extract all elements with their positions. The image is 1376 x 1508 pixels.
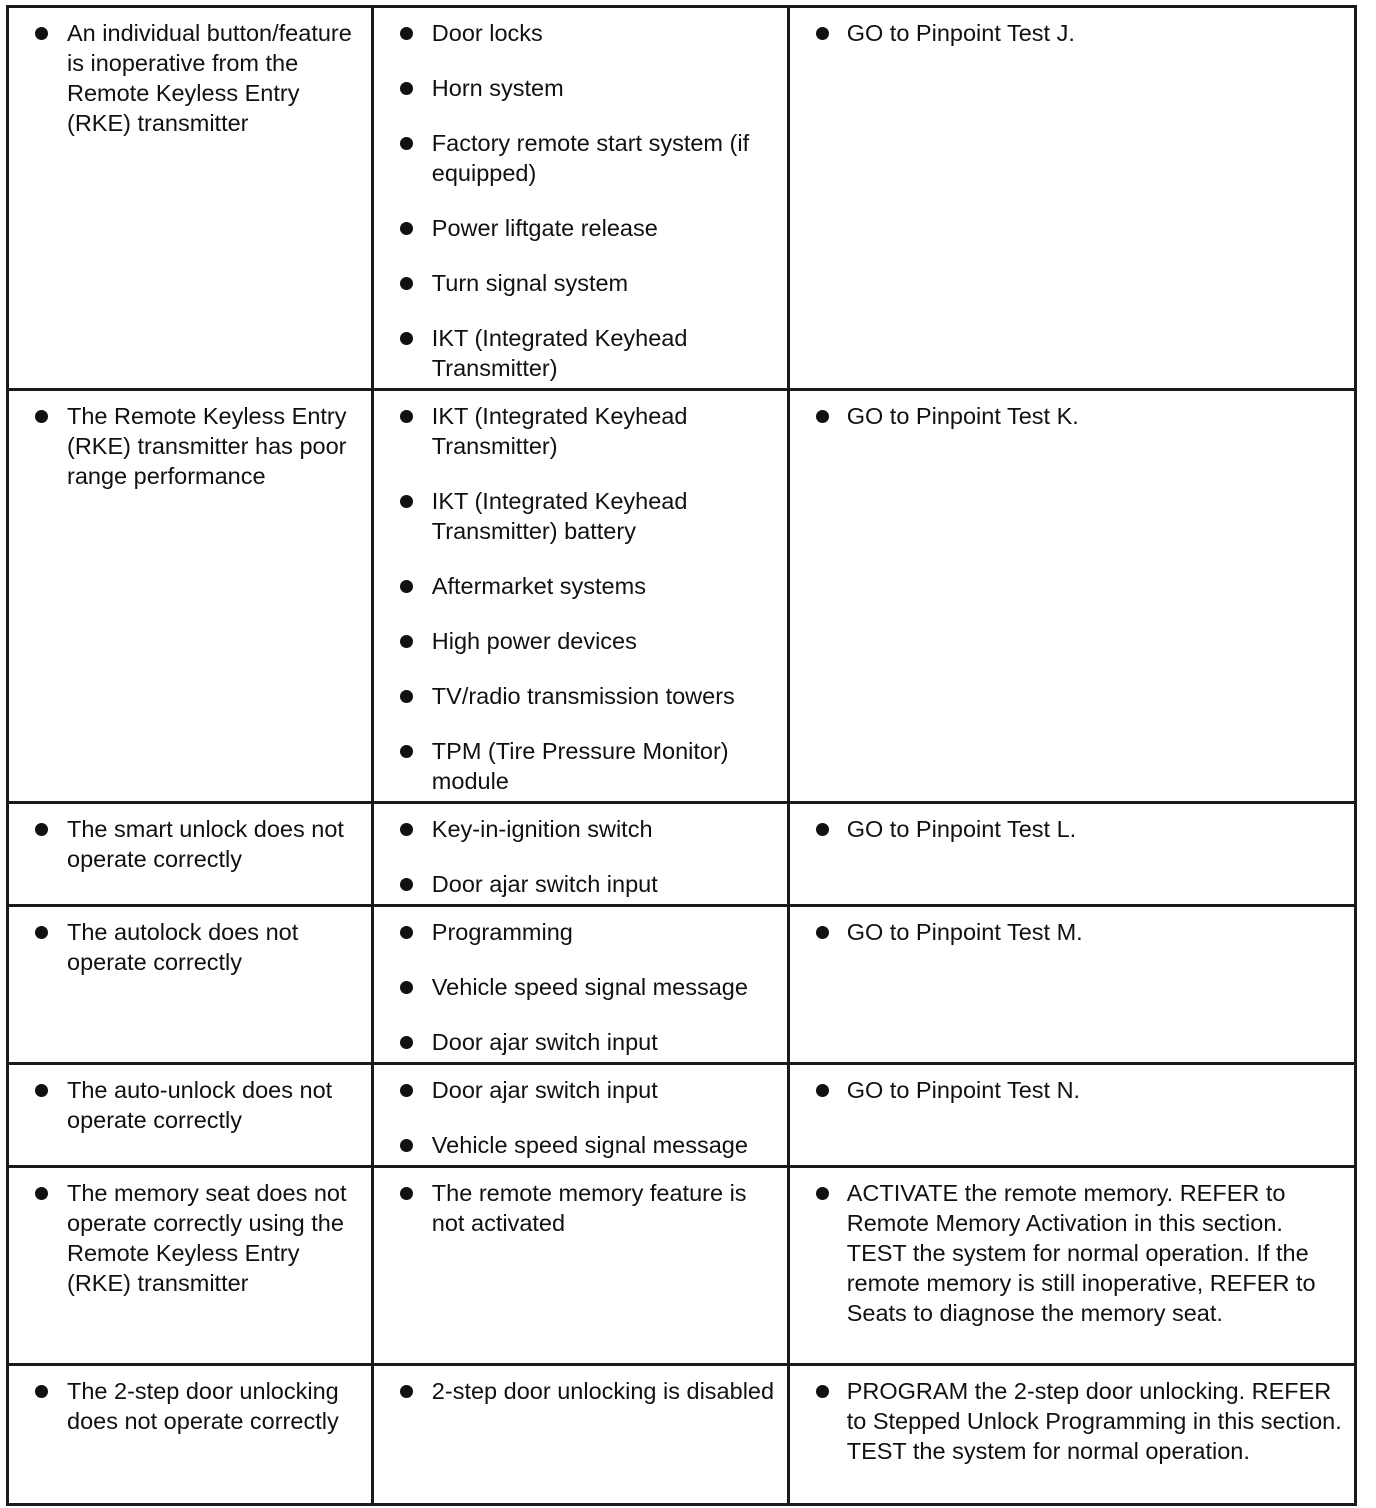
action-cell: [788, 803, 1355, 906]
bullet-list: [790, 1065, 1354, 1105]
table-row: [8, 7, 1356, 390]
bullet-item: The Remote Keyless Entry (RKE) transmitter has poor range performance: [9, 401, 363, 491]
bullet-list: [374, 8, 787, 383]
bullet-item: GO to Pinpoint Test M.: [790, 917, 1346, 947]
action-cell: [788, 906, 1355, 1064]
bullet-list: [790, 907, 1354, 947]
bullet-item: IKT (Integrated Keyhead Transmitter): [374, 323, 779, 383]
table-row: [8, 906, 1356, 1064]
bullet-item: The 2-step door unlocking does not operate correctly: [9, 1376, 363, 1436]
possible-source-cell: [372, 390, 788, 803]
action-cell: [788, 1365, 1355, 1505]
possible-source-cell: [372, 803, 788, 906]
symptom-chart-body: [8, 7, 1356, 1505]
table-row: [8, 390, 1356, 803]
bullet-item: Door locks: [374, 18, 779, 48]
bullet-item: Vehicle speed signal message: [374, 1130, 779, 1160]
bullet-item: Door ajar switch input: [374, 869, 779, 899]
bullet-list: [9, 907, 371, 977]
bullet-item: TV/radio transmission towers: [374, 681, 779, 711]
action-cell: [788, 7, 1355, 390]
bullet-item: GO to Pinpoint Test J.: [790, 18, 1346, 48]
table-row: [8, 803, 1356, 906]
bullet-list: [9, 1366, 371, 1436]
bullet-list: [790, 391, 1354, 431]
bullet-item: The remote memory feature is not activated: [374, 1178, 779, 1238]
symptom-chart-table: [6, 5, 1357, 1506]
table-row: [8, 1064, 1356, 1167]
bullet-item: Power liftgate release: [374, 213, 779, 243]
bullet-item: The smart unlock does not operate correctly: [9, 814, 363, 874]
bullet-item: Door ajar switch input: [374, 1027, 779, 1057]
bullet-item: Door ajar switch input: [374, 1075, 779, 1105]
bullet-item: GO to Pinpoint Test L.: [790, 814, 1346, 844]
bullet-item: TPM (Tire Pressure Monitor) module: [374, 736, 779, 796]
bullet-list: [790, 1168, 1354, 1328]
bullet-list: [9, 8, 371, 138]
possible-source-cell: [372, 1064, 788, 1167]
bullet-list: [374, 907, 787, 1057]
bullet-item: Horn system: [374, 73, 779, 103]
condition-cell: [8, 7, 373, 390]
bullet-item: IKT (Integrated Keyhead Transmitter): [374, 401, 779, 461]
bullet-list: [374, 1065, 787, 1160]
possible-source-cell: [372, 7, 788, 390]
condition-cell: [8, 803, 373, 906]
bullet-item: High power devices: [374, 626, 779, 656]
bullet-item: Aftermarket systems: [374, 571, 779, 601]
bullet-list: [374, 1168, 787, 1238]
bullet-item: 2-step door unlocking is disabled: [374, 1376, 779, 1406]
bullet-item: The memory seat does not operate correctly using the Remote Keyless Entry (RKE) transmitter: [9, 1178, 363, 1298]
bullet-item: IKT (Integrated Keyhead Transmitter) battery: [374, 486, 779, 546]
bullet-item: Programming: [374, 917, 779, 947]
action-cell: [788, 1064, 1355, 1167]
bullet-list: [374, 804, 787, 899]
bullet-item: An individual button/feature is inoperative from the Remote Keyless Entry (RKE) transmitter: [9, 18, 363, 138]
bullet-list: [9, 1065, 371, 1135]
table-row: [8, 1167, 1356, 1365]
bullet-item: ACTIVATE the remote memory. REFER to Remote Memory Activation in this section. TEST the system for normal operation. If the remote memory is still inoperative, REFER to Seats to diagnose the memory seat.: [790, 1178, 1346, 1328]
bullet-list: [9, 391, 371, 491]
bullet-item: GO to Pinpoint Test K.: [790, 401, 1346, 431]
condition-cell: [8, 390, 373, 803]
possible-source-cell: [372, 1365, 788, 1505]
bullet-item: Turn signal system: [374, 268, 779, 298]
action-cell: [788, 1167, 1355, 1365]
bullet-list: [9, 804, 371, 874]
condition-cell: [8, 906, 373, 1064]
condition-cell: [8, 1167, 373, 1365]
possible-source-cell: [372, 906, 788, 1064]
table-row: [8, 1365, 1356, 1505]
bullet-list: [9, 1168, 371, 1298]
bullet-item: GO to Pinpoint Test N.: [790, 1075, 1346, 1105]
bullet-item: PROGRAM the 2-step door unlocking. REFER to Stepped Unlock Programming in this section. TEST the system for normal operation.: [790, 1376, 1346, 1466]
bullet-list: [374, 391, 787, 796]
bullet-item: Key-in-ignition switch: [374, 814, 779, 844]
bullet-item: The auto-unlock does not operate correctly: [9, 1075, 363, 1135]
bullet-list: [374, 1366, 787, 1406]
bullet-list: [790, 804, 1354, 844]
bullet-item: The autolock does not operate correctly: [9, 917, 363, 977]
bullet-item: Factory remote start system (if equipped): [374, 128, 779, 188]
condition-cell: [8, 1064, 373, 1167]
bullet-list: [790, 1366, 1354, 1466]
bullet-list: [790, 8, 1354, 48]
condition-cell: [8, 1365, 373, 1505]
possible-source-cell: [372, 1167, 788, 1365]
action-cell: [788, 390, 1355, 803]
bullet-item: Vehicle speed signal message: [374, 972, 779, 1002]
